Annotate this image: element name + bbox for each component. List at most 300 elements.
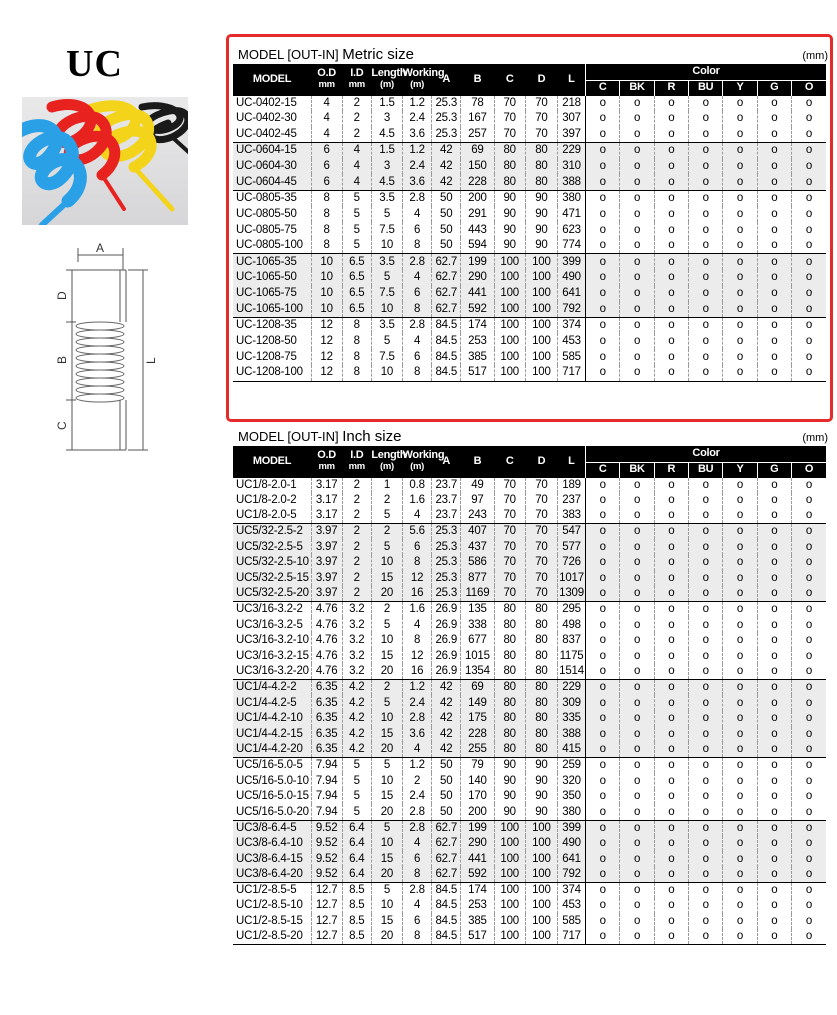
model-cell: UC-0805-50 xyxy=(236,207,297,220)
spec-cell: 1.5 xyxy=(371,143,402,159)
color-availability-cell: o xyxy=(689,898,723,914)
spec-cell: 1.2 xyxy=(403,95,432,111)
table-row xyxy=(233,143,826,159)
spec-cell: 80 xyxy=(494,159,525,175)
color-availability-cell: o xyxy=(654,633,688,649)
spec-cell: 218 xyxy=(558,95,586,111)
color-availability-cell: o xyxy=(620,633,654,649)
color-availability-cell: o xyxy=(723,617,757,633)
color-availability-cell: o xyxy=(620,174,654,190)
model-cell: UC-0604-45 xyxy=(233,174,311,190)
spec-cell: 335 xyxy=(558,711,586,727)
spec-cell: 4 xyxy=(403,617,432,633)
color-availability-cell: o xyxy=(586,727,620,743)
model-cell: UC5/16-5.0-20 xyxy=(233,804,311,820)
spec-cell: 7.94 xyxy=(311,789,342,805)
spec-cell: 8.5 xyxy=(342,914,371,930)
spec-cell: 6.4 xyxy=(342,867,371,883)
color-availability-cell: o xyxy=(723,742,757,758)
color-availability-cell: o xyxy=(723,929,757,945)
color-availability-cell: o xyxy=(791,633,826,649)
spec-cell: 3.97 xyxy=(311,571,342,587)
spec-cell: 5 xyxy=(371,508,402,524)
spec-cell: 10 xyxy=(371,836,402,852)
color-availability-cell: o xyxy=(723,539,757,555)
spec-cell: 12.7 xyxy=(311,882,342,898)
color-availability-cell: o xyxy=(620,286,654,302)
color-availability-cell: o xyxy=(654,851,688,867)
inch-header-color-o: O xyxy=(791,462,826,477)
spec-cell: 3.97 xyxy=(311,524,342,540)
spec-cell: 623 xyxy=(558,222,586,238)
spec-cell: 10 xyxy=(371,302,402,318)
color-availability-cell: o xyxy=(791,349,826,365)
spec-cell: 7.94 xyxy=(311,804,342,820)
color-availability-cell: o xyxy=(689,127,723,143)
model-cell: UC1/4-4.2-15 xyxy=(233,727,311,743)
color-availability-cell: o xyxy=(757,664,791,680)
color-availability-cell: o xyxy=(689,349,723,365)
header-text: C xyxy=(505,72,514,85)
spec-cell: 23.7 xyxy=(432,493,461,509)
color-availability-cell: o xyxy=(586,222,620,238)
spec-cell: 4 xyxy=(403,270,432,286)
color-availability-cell: o xyxy=(586,555,620,571)
color-availability-cell: o xyxy=(723,773,757,789)
spec-cell: 80 xyxy=(525,602,557,618)
color-availability-cell: o xyxy=(689,206,723,222)
table-row xyxy=(233,286,826,302)
color-availability-cell: o xyxy=(791,914,826,930)
header-unit: mm xyxy=(348,461,365,473)
color-availability-cell: o xyxy=(654,898,688,914)
spec-cell: 6 xyxy=(403,914,432,930)
model-cell: UC5/32-2.5-2 xyxy=(233,524,311,540)
spec-cell: 80 xyxy=(494,695,525,711)
header-text: A xyxy=(442,454,451,467)
spec-cell: 6 xyxy=(311,174,342,190)
spec-cell: 2.8 xyxy=(403,882,432,898)
spec-cell: 2 xyxy=(403,773,432,789)
spec-cell: 90 xyxy=(525,206,557,222)
coiled-tubes-photo xyxy=(22,97,188,225)
color-availability-cell: o xyxy=(791,617,826,633)
header-unit: (m) xyxy=(380,461,394,473)
spec-cell: 84.5 xyxy=(432,365,461,381)
color-availability-cell: o xyxy=(689,143,723,159)
metric-header-color-bk: BK xyxy=(620,80,654,95)
spec-cell: 2.8 xyxy=(403,820,432,836)
spec-cell: 80 xyxy=(525,664,557,680)
color-availability-cell: o xyxy=(689,633,723,649)
spec-cell: 90 xyxy=(525,804,557,820)
spec-cell: 1 xyxy=(371,477,402,493)
color-availability-cell: o xyxy=(654,286,688,302)
spec-cell: 2 xyxy=(342,571,371,587)
spec-cell: 70 xyxy=(494,524,525,540)
color-availability-cell: o xyxy=(654,174,688,190)
spec-cell: 90 xyxy=(525,773,557,789)
spec-cell: 2.8 xyxy=(403,190,432,206)
spec-cell: 42 xyxy=(432,143,461,159)
header-text: L xyxy=(568,72,575,85)
spec-cell: 3.17 xyxy=(311,493,342,509)
spec-cell: 10 xyxy=(311,302,342,318)
spec-cell: 3.5 xyxy=(371,254,402,270)
spec-cell: 2.8 xyxy=(403,254,432,270)
spec-cell: 199 xyxy=(461,820,494,836)
spec-cell: 3.97 xyxy=(311,555,342,571)
spec-cell: 290 xyxy=(461,836,494,852)
inch-table xyxy=(233,446,826,945)
header-text: I.D xyxy=(350,449,364,462)
spec-cell: 4 xyxy=(311,95,342,111)
color-availability-cell: o xyxy=(757,633,791,649)
model-cell: UC3/8-6.4-15 xyxy=(233,851,311,867)
color-availability-cell: o xyxy=(723,586,757,602)
color-availability-cell: o xyxy=(689,773,723,789)
spec-cell: 100 xyxy=(525,836,557,852)
color-availability-cell: o xyxy=(586,742,620,758)
spec-cell: 50 xyxy=(432,222,461,238)
model-cell: UC1/2-8.5-5 xyxy=(233,882,311,898)
color-availability-cell: o xyxy=(586,820,620,836)
spec-cell: 84.5 xyxy=(432,882,461,898)
table-row xyxy=(233,617,826,633)
color-availability-cell: o xyxy=(723,789,757,805)
spec-cell: 228 xyxy=(461,727,494,743)
spec-cell: 8 xyxy=(342,365,371,381)
table-row xyxy=(233,836,826,852)
spec-cell: 100 xyxy=(525,333,557,349)
model-cell: UC-1065-50 xyxy=(233,270,311,286)
color-availability-cell: o xyxy=(689,680,723,696)
color-availability-cell: o xyxy=(586,508,620,524)
color-availability-cell: o xyxy=(620,882,654,898)
color-availability-cell: o xyxy=(586,602,620,618)
spec-cell: 70 xyxy=(494,539,525,555)
spec-cell: 6 xyxy=(403,286,432,302)
spec-cell: 4 xyxy=(342,159,371,175)
spec-cell: 1169 xyxy=(461,586,494,602)
color-availability-cell: o xyxy=(689,789,723,805)
color-availability-cell: o xyxy=(620,508,654,524)
spec-cell: 70 xyxy=(525,524,557,540)
color-availability-cell: o xyxy=(757,695,791,711)
spec-cell: 259 xyxy=(558,758,586,774)
spec-cell: 2 xyxy=(342,127,371,143)
spec-cell: 385 xyxy=(461,349,494,365)
spec-cell: 100 xyxy=(525,317,557,333)
spec-cell: 70 xyxy=(494,111,525,127)
color-availability-cell: o xyxy=(723,254,757,270)
color-availability-cell: o xyxy=(586,867,620,883)
spec-cell: 10 xyxy=(371,711,402,727)
color-availability-cell: o xyxy=(757,270,791,286)
model-cell: UC-0805-100 xyxy=(233,238,311,254)
spec-cell: 2.8 xyxy=(403,317,432,333)
color-availability-cell: o xyxy=(723,270,757,286)
color-availability-cell: o xyxy=(689,586,723,602)
color-availability-cell: o xyxy=(620,254,654,270)
color-availability-cell: o xyxy=(689,602,723,618)
spec-cell: 2 xyxy=(371,602,402,618)
spec-cell: 70 xyxy=(525,539,557,555)
spec-cell: 4 xyxy=(403,742,432,758)
color-availability-cell: o xyxy=(689,929,723,945)
color-availability-cell: o xyxy=(586,477,620,493)
header-text: D xyxy=(537,454,546,467)
spec-cell: 90 xyxy=(525,758,557,774)
color-availability-cell: o xyxy=(689,286,723,302)
spec-cell: 50 xyxy=(432,773,461,789)
spec-cell: 174 xyxy=(461,317,494,333)
table-row xyxy=(233,820,826,836)
color-availability-cell: o xyxy=(791,555,826,571)
spec-cell: 100 xyxy=(494,286,525,302)
spec-cell: 6.5 xyxy=(342,254,371,270)
spec-cell: 320 xyxy=(558,773,586,789)
spec-cell: 0.8 xyxy=(403,477,432,493)
spec-cell: 100 xyxy=(494,836,525,852)
spec-cell: 199 xyxy=(461,254,494,270)
color-availability-cell: o xyxy=(723,836,757,852)
spec-cell: 100 xyxy=(494,882,525,898)
color-availability-cell: o xyxy=(757,773,791,789)
spec-cell: 1514 xyxy=(558,664,586,680)
color-availability-cell: o xyxy=(757,286,791,302)
color-availability-cell: o xyxy=(791,742,826,758)
spec-cell: 10 xyxy=(311,254,342,270)
spec-cell: 80 xyxy=(525,174,557,190)
spec-cell: 90 xyxy=(494,758,525,774)
color-availability-cell: o xyxy=(654,867,688,883)
spec-cell: 100 xyxy=(494,851,525,867)
spec-cell: 4.5 xyxy=(371,127,402,143)
model-cell: UC-0604-30 xyxy=(233,159,311,175)
color-availability-cell: o xyxy=(791,773,826,789)
spec-cell: 100 xyxy=(494,365,525,381)
spec-cell: 69 xyxy=(461,680,494,696)
spec-cell: 4.2 xyxy=(342,711,371,727)
color-availability-cell: o xyxy=(586,365,620,381)
color-availability-cell: o xyxy=(620,524,654,540)
color-availability-cell: o xyxy=(723,159,757,175)
spec-cell: 90 xyxy=(525,238,557,254)
model-cell: UC1/4-4.2-5 xyxy=(233,695,311,711)
color-availability-cell: o xyxy=(757,898,791,914)
color-availability-cell: o xyxy=(654,222,688,238)
spec-cell: 25.3 xyxy=(432,127,461,143)
table-row xyxy=(233,571,826,587)
model-cell: UC5/16-5.0-15 xyxy=(236,790,309,803)
spec-cell: 4.76 xyxy=(311,602,342,618)
color-availability-cell: o xyxy=(654,349,688,365)
model-cell: UC1/8-2.0-5 xyxy=(233,508,311,524)
model-cell: UC1/8-2.0-2 xyxy=(236,493,297,506)
color-availability-cell: o xyxy=(654,95,688,111)
spec-cell: 20 xyxy=(371,929,402,945)
spec-cell: 1.5 xyxy=(371,95,402,111)
spec-cell: 641 xyxy=(558,286,586,302)
spec-cell: 100 xyxy=(525,270,557,286)
inch-header-c xyxy=(494,446,525,477)
color-availability-cell: o xyxy=(689,727,723,743)
spec-cell: 350 xyxy=(558,789,586,805)
spec-cell: 70 xyxy=(494,95,525,111)
metric-unit: (mm) xyxy=(802,50,828,62)
spec-cell: 42 xyxy=(432,711,461,727)
header-unit: (m) xyxy=(380,79,394,91)
color-availability-cell: o xyxy=(654,649,688,665)
spec-cell: 290 xyxy=(461,270,494,286)
spec-cell: 15 xyxy=(371,789,402,805)
spec-cell: 243 xyxy=(461,508,494,524)
spec-cell: 6.35 xyxy=(311,727,342,743)
table-row xyxy=(233,758,826,774)
color-availability-cell: o xyxy=(620,836,654,852)
model-cell: UC1/8-2.0-1 xyxy=(233,477,311,493)
spec-cell: 453 xyxy=(558,898,586,914)
spec-cell: 80 xyxy=(525,159,557,175)
color-availability-cell: o xyxy=(689,882,723,898)
spec-cell: 8 xyxy=(311,206,342,222)
spec-cell: 6 xyxy=(403,222,432,238)
spec-cell: 6.4 xyxy=(342,851,371,867)
metric-section xyxy=(233,44,826,382)
spec-cell: 5.6 xyxy=(403,524,432,540)
spec-cell: 2 xyxy=(342,586,371,602)
color-availability-cell: o xyxy=(654,929,688,945)
spec-cell: 380 xyxy=(558,190,586,206)
color-availability-cell: o xyxy=(689,365,723,381)
model-cell: UC1/2-8.5-20 xyxy=(233,929,311,945)
spec-cell: 717 xyxy=(558,929,586,945)
color-availability-cell: o xyxy=(586,174,620,190)
spec-cell: 100 xyxy=(494,302,525,318)
spec-cell: 4.2 xyxy=(342,680,371,696)
spec-cell: 12.7 xyxy=(311,914,342,930)
spec-cell: 5 xyxy=(342,206,371,222)
spec-cell: 62.7 xyxy=(432,851,461,867)
spec-cell: 441 xyxy=(461,286,494,302)
spec-cell: 15 xyxy=(371,914,402,930)
header-text: C xyxy=(505,454,514,467)
spec-cell: 70 xyxy=(525,111,557,127)
spec-cell: 62.7 xyxy=(432,254,461,270)
spec-cell: 100 xyxy=(525,867,557,883)
color-availability-cell: o xyxy=(689,333,723,349)
spec-cell: 6.4 xyxy=(342,820,371,836)
color-availability-cell: o xyxy=(791,524,826,540)
model-cell: UC3/16-3.2-20 xyxy=(233,664,311,680)
model-cell: UC3/8-6.4-20 xyxy=(233,867,311,883)
color-availability-cell: o xyxy=(654,664,688,680)
spec-cell: 641 xyxy=(558,851,586,867)
color-availability-cell: o xyxy=(689,758,723,774)
color-availability-cell: o xyxy=(620,127,654,143)
spec-cell: 100 xyxy=(494,820,525,836)
table-row xyxy=(233,95,826,111)
spec-cell: 70 xyxy=(494,508,525,524)
spec-cell: 90 xyxy=(494,206,525,222)
table-row xyxy=(233,127,826,143)
color-availability-cell: o xyxy=(586,586,620,602)
spec-cell: 80 xyxy=(525,617,557,633)
spec-cell: 6.35 xyxy=(311,695,342,711)
color-availability-cell: o xyxy=(757,867,791,883)
color-availability-cell: o xyxy=(791,758,826,774)
spec-cell: 2 xyxy=(342,493,371,509)
model-cell: UC3/16-3.2-10 xyxy=(236,634,309,647)
spec-cell: 8 xyxy=(403,929,432,945)
spec-cell: 2 xyxy=(371,524,402,540)
spec-cell: 726 xyxy=(558,555,586,571)
color-availability-cell: o xyxy=(620,742,654,758)
model-cell: UC-0402-30 xyxy=(236,112,297,125)
color-availability-cell: o xyxy=(791,836,826,852)
spec-cell: 3.97 xyxy=(311,586,342,602)
spec-cell: 42 xyxy=(432,174,461,190)
metric-header-d xyxy=(525,64,557,95)
spec-cell: 8 xyxy=(403,302,432,318)
color-availability-cell: o xyxy=(586,617,620,633)
color-availability-cell: o xyxy=(723,633,757,649)
metric-header-c xyxy=(494,64,525,95)
color-availability-cell: o xyxy=(586,238,620,254)
spec-cell: 4 xyxy=(311,111,342,127)
spec-cell: 5 xyxy=(371,539,402,555)
spec-cell: 70 xyxy=(525,127,557,143)
color-availability-cell: o xyxy=(620,664,654,680)
spec-cell: 80 xyxy=(525,711,557,727)
table-row xyxy=(233,508,826,524)
spec-cell: 12.7 xyxy=(311,929,342,945)
color-availability-cell: o xyxy=(620,867,654,883)
spec-cell: 5 xyxy=(342,804,371,820)
color-availability-cell: o xyxy=(791,695,826,711)
spec-cell: 80 xyxy=(525,649,557,665)
table-row xyxy=(233,190,826,206)
color-availability-cell: o xyxy=(620,190,654,206)
spec-cell: 80 xyxy=(494,649,525,665)
spec-cell: 42 xyxy=(432,742,461,758)
color-availability-cell: o xyxy=(791,586,826,602)
color-availability-cell: o xyxy=(654,159,688,175)
color-availability-cell: o xyxy=(723,695,757,711)
inch-header-id xyxy=(342,446,371,477)
color-availability-cell: o xyxy=(723,680,757,696)
spec-cell: 1.2 xyxy=(403,143,432,159)
spec-cell: 80 xyxy=(494,711,525,727)
spec-cell: 2.4 xyxy=(403,695,432,711)
spec-cell: 397 xyxy=(558,127,586,143)
spec-cell: 200 xyxy=(461,190,494,206)
spec-cell: 8 xyxy=(403,238,432,254)
spec-cell: 175 xyxy=(461,711,494,727)
color-availability-cell: o xyxy=(689,302,723,318)
model-cell: UC-1065-75 xyxy=(233,286,311,302)
inch-header-color-c: C xyxy=(586,462,620,477)
color-availability-cell: o xyxy=(654,524,688,540)
color-availability-cell: o xyxy=(723,758,757,774)
model-cell: UC-1208-75 xyxy=(236,350,297,363)
color-availability-cell: o xyxy=(689,508,723,524)
spec-cell: 70 xyxy=(525,493,557,509)
spec-cell: 7.5 xyxy=(371,349,402,365)
inch-title-prefix: MODEL [OUT-IN] xyxy=(238,429,339,444)
color-availability-cell: o xyxy=(654,143,688,159)
